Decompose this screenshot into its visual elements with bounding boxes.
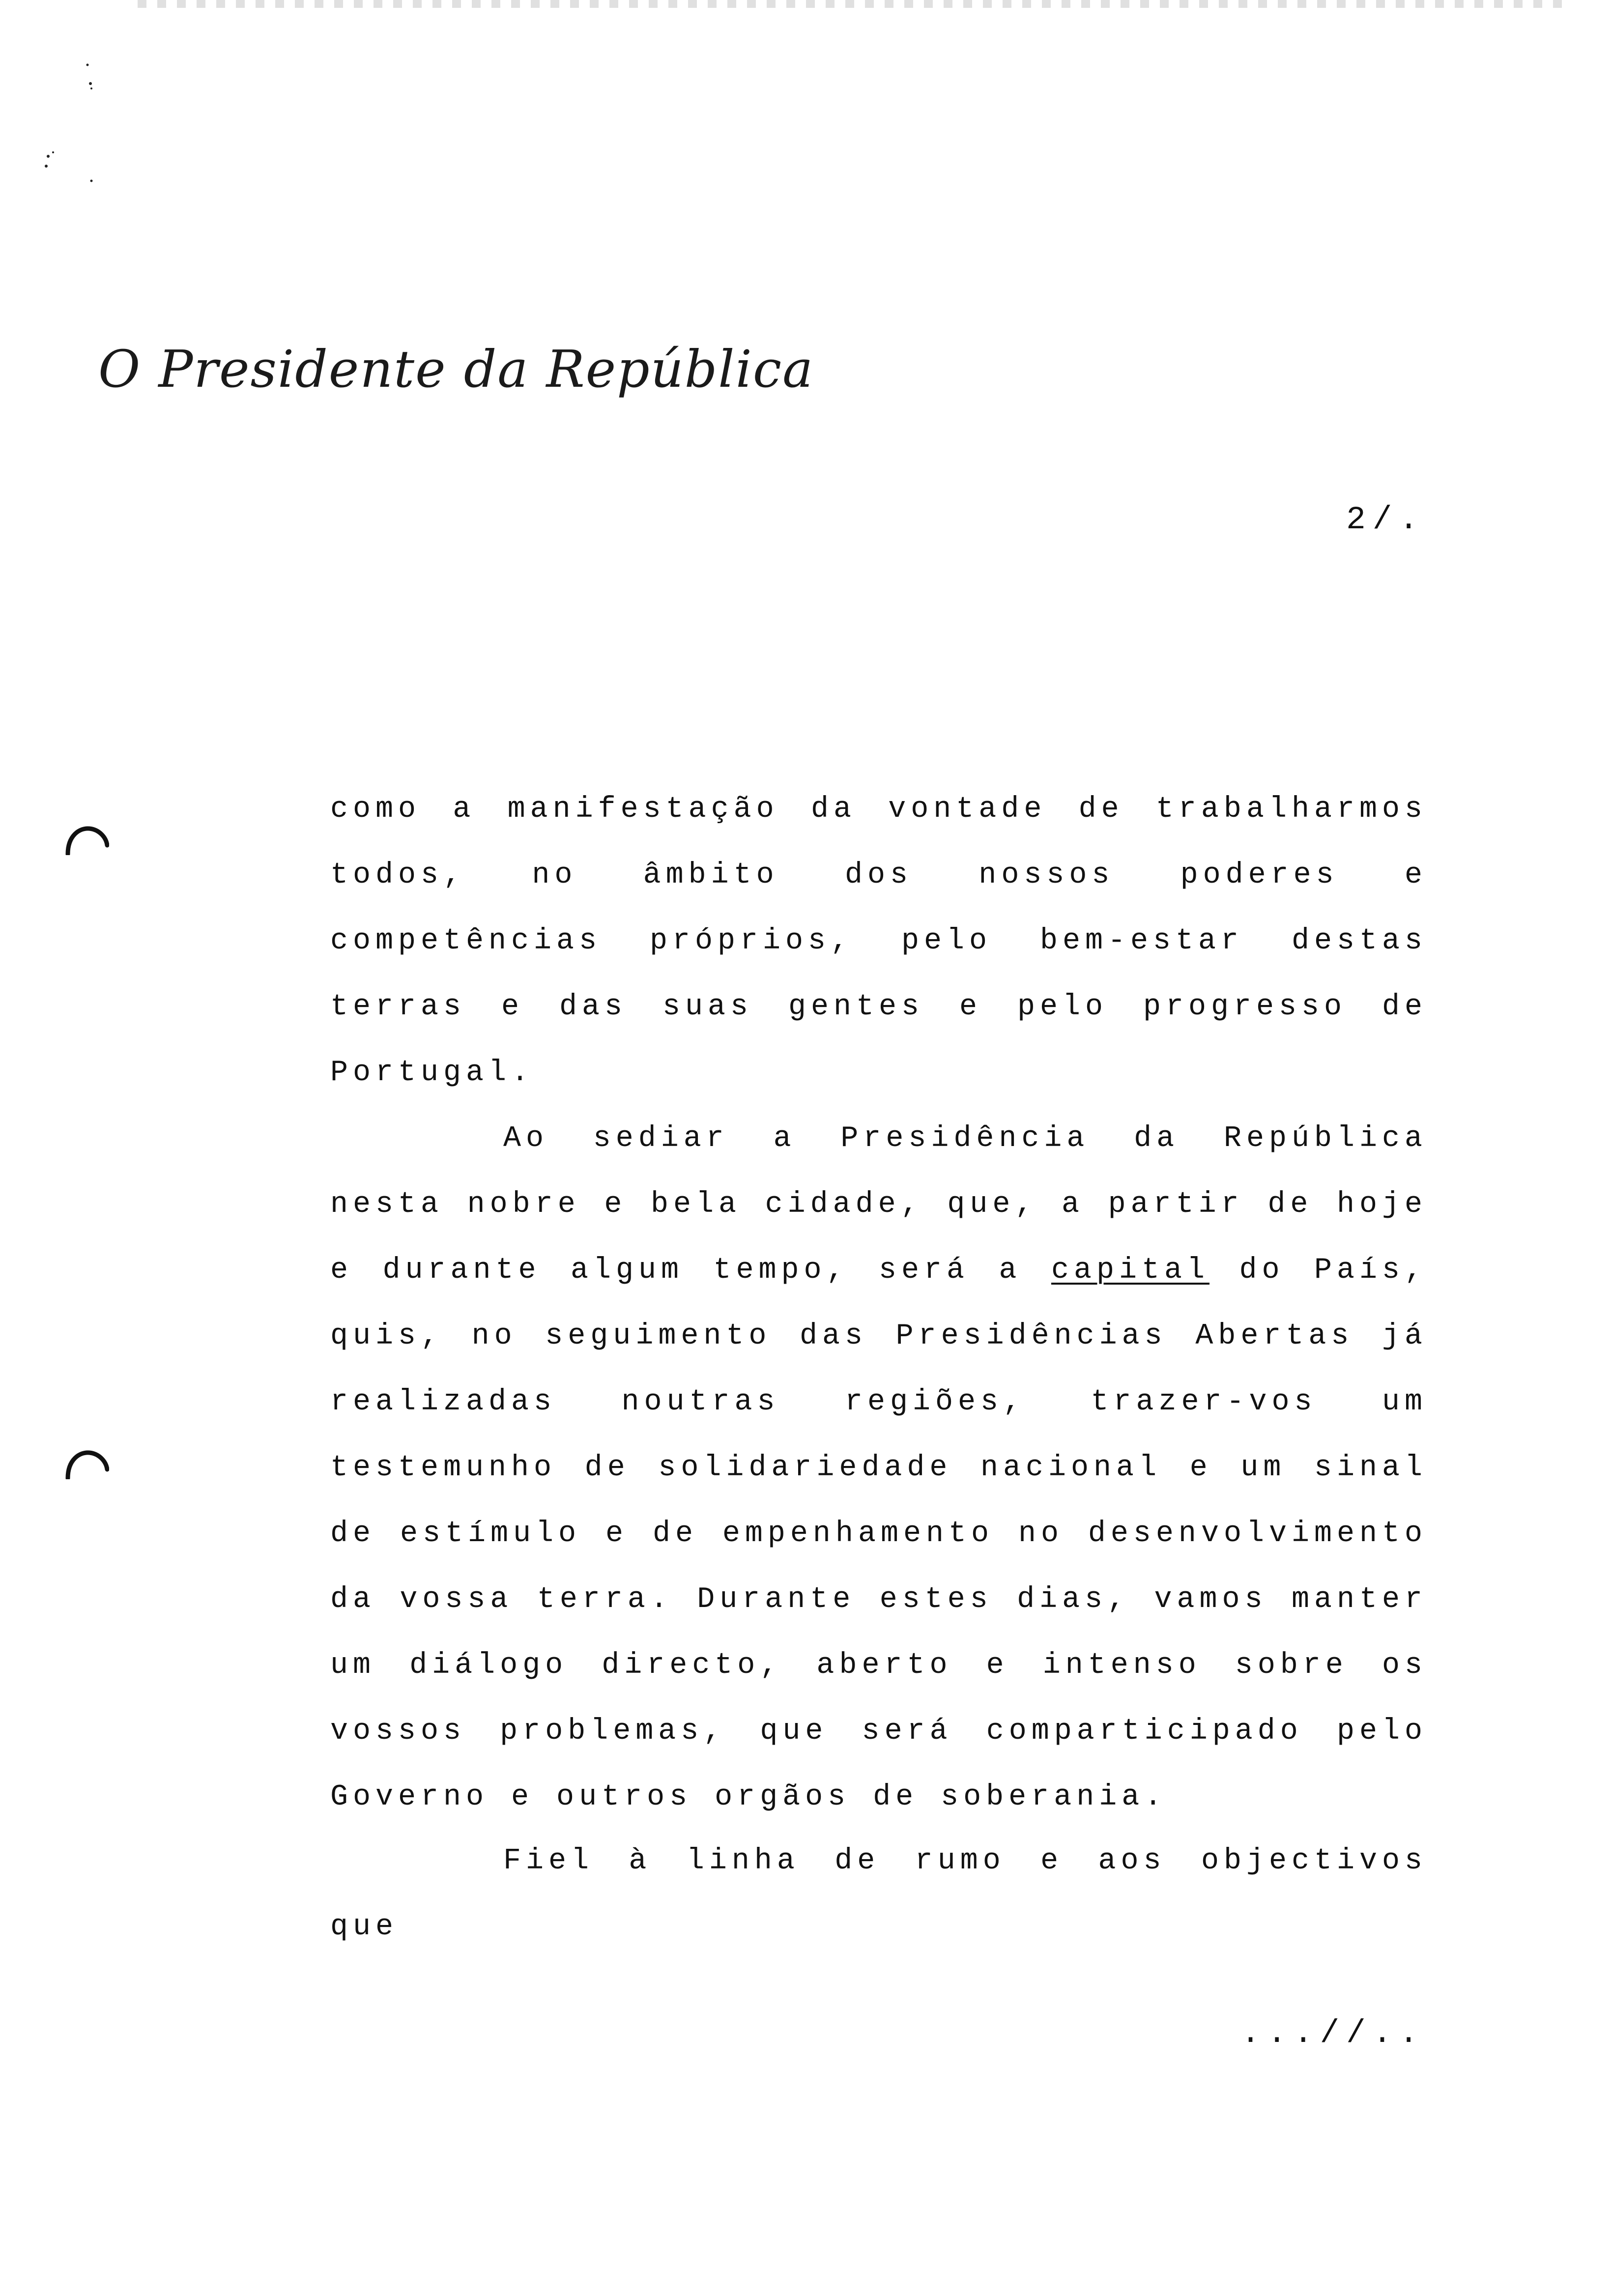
underlined-word-capital: capital bbox=[1051, 1254, 1209, 1287]
paragraph-1 bbox=[330, 776, 1427, 1106]
continuation-mark: ...//.. bbox=[1240, 2015, 1425, 2052]
paragraph-2-text bbox=[330, 1106, 1427, 1830]
paragraph-2-before: Ao sediar a Presidência da República nesta nobre e bela cidade, que, a partir de hoje e durante algum tempo, será a bbox=[330, 1122, 1427, 1287]
scan-specks bbox=[44, 59, 103, 197]
page-number: 2/. bbox=[1346, 501, 1425, 538]
paragraph-3-text: Fiel à linha de rumo e aos objectivos que bbox=[330, 1844, 1427, 1944]
paragraph-3 bbox=[330, 1828, 1427, 1960]
paragraph-1-text: como a manifestação da vontade de trabalharmos todos, no âmbito dos nossos poderes e competências próprios, pelo bem-estar destas terras e das suas gentes e pelo progresso de Portugal. bbox=[330, 793, 1427, 1090]
punch-hole-mark-icon bbox=[65, 1450, 109, 1479]
letterhead-title: O Presidente da República bbox=[98, 339, 814, 399]
punch-hole-mark-icon bbox=[65, 826, 109, 855]
paragraph-2 bbox=[330, 1106, 1427, 1830]
scan-streak bbox=[138, 0, 1563, 8]
paragraph-2-after: do País, quis, no seguimento das Presidências Abertas já realizadas noutras regiões, trazer-vos um testemunho de solidariedade nacional e um sinal de estímulo e de empenhamento no desenvolvimento da vossa terra. Durante estes dias, vamos manter um diálogo directo, aberto e intenso sobre os vossos problemas, que será comparticipado pelo Governo e outros orgãos de soberania. bbox=[330, 1254, 1427, 1814]
